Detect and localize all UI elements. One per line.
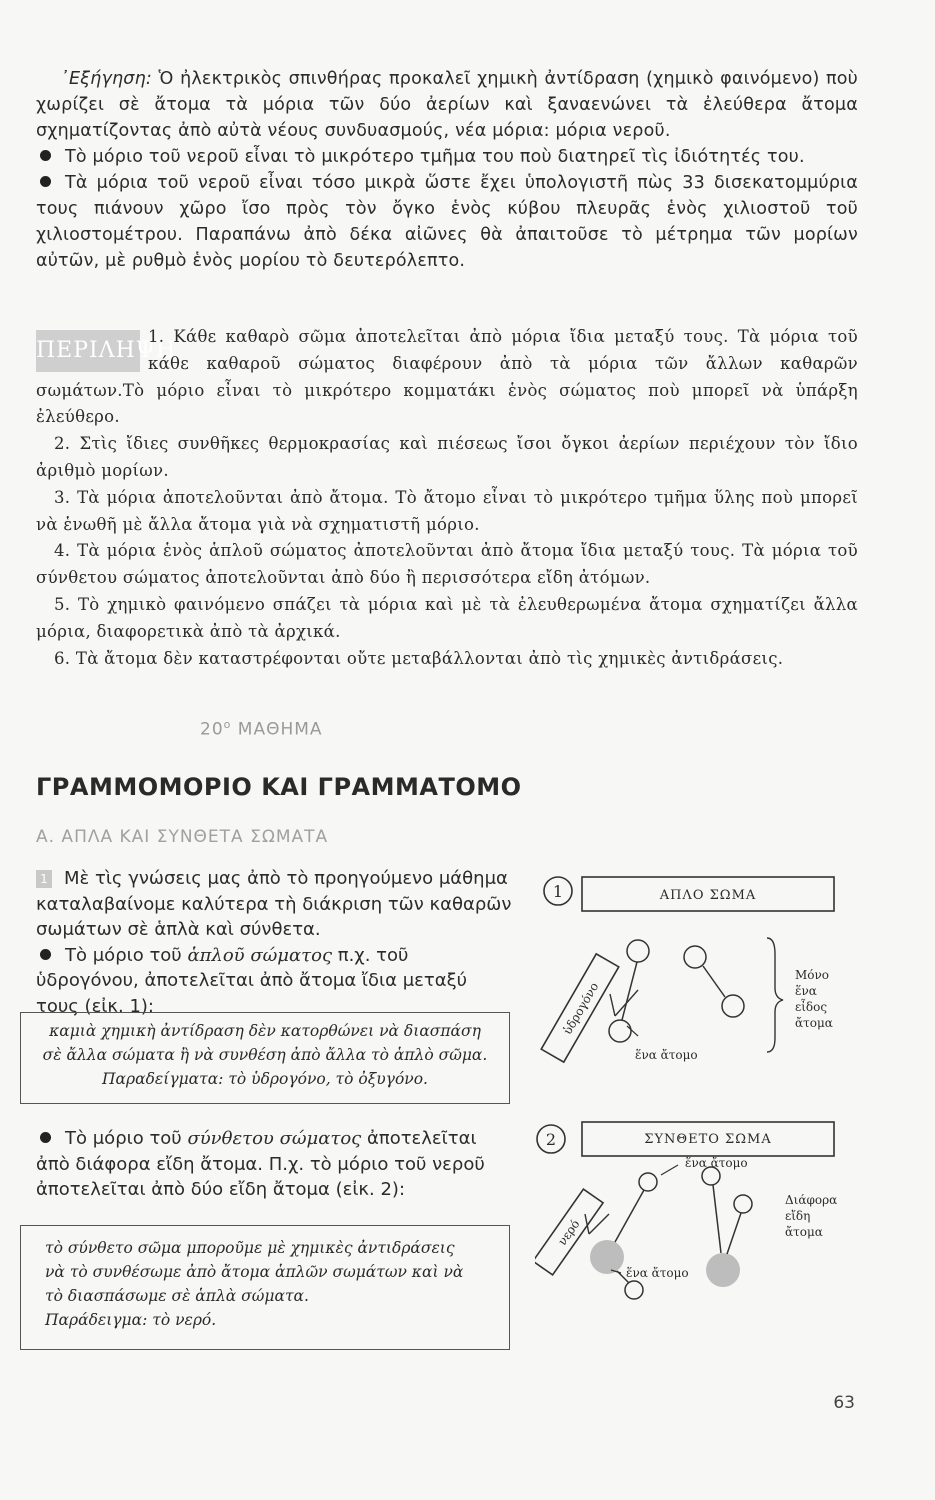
figure-2-title: ΣΥΝΘΕΤΟ ΣΩΜΑ — [644, 1132, 772, 1147]
summary-tag: ΠΕΡΙΛΗΨΗ — [36, 330, 140, 372]
figure-1-atom-3 — [684, 946, 706, 968]
figure-1-bond-1 — [622, 962, 637, 1020]
figure-2-top-atom-label: ἕνα ἄτομο — [685, 1156, 748, 1170]
figure-1-atom-label-pointer — [627, 1026, 638, 1036]
figure-1-brace — [767, 938, 783, 1052]
box-2-line-2: νὰ τὸ συνθέσωμε ἀπὸ ἄτομα ἁπλῶν σωμάτων καὶ νὰ — [45, 1263, 464, 1281]
figure-1-brace-label-3: εἶδος — [795, 1000, 828, 1014]
summary-item-5: 5. Τὸ χημικὸ φαινόμενο σπάζει τὰ μόρια καὶ μὲ τὰ ἐλευθερωμένα ἄτομα σχηματίζει ἄλλα μόρια, διαφορετικὰ ἀπὸ τὰ ἀρχικά. — [36, 594, 858, 641]
lesson-number-sup: ο — [223, 718, 232, 731]
item-number-box: 1 — [36, 870, 52, 888]
box-2-line-3: τὸ διασπάσωμε σὲ ἁπλὰ σώματα. — [45, 1287, 309, 1305]
summary-item-4: 4. Τὰ μόρια ἑνὸς ἁπλοῦ σώματος ἀποτελοῦνται ἀπὸ ἄτομα ἴδια μεταξύ τους. Τὰ μόρια τοῦ σύνθετου σώματος ἀποτελοῦνται ἀπὸ δύο ἢ περισσότερα εἴδη ἀτόμων. — [36, 541, 858, 588]
compound-body-definition-box — [20, 1225, 510, 1350]
simple-bullet-pre: Τὸ μόριο τοῦ — [65, 944, 188, 966]
figure-1-atom-1 — [627, 940, 649, 962]
figure-2-brace-label-3: ἄτομα — [785, 1225, 823, 1239]
box-1-line-1: καμιὰ χημικὴ ἀντίδραση δὲν κατορθώνει νὰ διασπάση — [49, 1022, 481, 1040]
compound-body-text — [36, 1126, 514, 1203]
page-number: 63 — [833, 1393, 855, 1413]
compound-bullet-em: σύνθετου σώματος — [187, 1128, 362, 1149]
box-2-line-1: τὸ σύνθετο σῶμα μποροῦμε μὲ χημικὲς ἀντιδράσεις — [45, 1239, 455, 1257]
compound-body-bullet — [36, 1126, 514, 1203]
figure-2-brace-label-1: Διάφορα — [785, 1193, 838, 1207]
figure-2-number: 2 — [545, 1130, 557, 1149]
simple-body-definition-box — [20, 1012, 510, 1104]
compound-bullet-pre: Τὸ μόριο τοῦ — [65, 1128, 188, 1149]
box-1-line-2: σὲ ἄλλα σώματα ἢ νὰ συνθέση ἀπὸ ἄλλα τὸ ἁπλὸ σῶμα. — [42, 1046, 488, 1064]
summary-item-3: 3. Τὰ μόρια ἀποτελοῦνται ἀπὸ ἄτομα. Τὸ ἄτομο εἶναι τὸ μικρότερο τμῆμα ὕλης ποὺ μπορεῖ νὰ ἑνωθῆ μὲ ἄλλα ἄτομα γιὰ νὰ σχηματιστῆ μόριο. — [36, 487, 858, 534]
figure-2-compound-body — [535, 1112, 855, 1312]
figure-2-small-atom-1 — [639, 1173, 657, 1191]
compound-bullet-post: ἀποτελεῖται ἀπὸ διάφορα εἴδη ἄτομα. Π.χ. τὸ μόριο τοῦ νεροῦ ἀποτελεῖται ἀπὸ δύο εἴδη ἄτομα (εἰκ. 2): — [36, 1128, 485, 1200]
figure-1-bond-2 — [703, 966, 725, 997]
figure-1-rod-label: ὑδρογόνο — [560, 980, 602, 1037]
figure-1-brace-label-1: Μόνο — [795, 968, 830, 982]
body-paragraph-1: Μὲ τὶς γνώσεις μας ἀπὸ τὸ προηγούμενο μάθημα καταλαβαίνομε καλύτερα τὴ διάκριση τῶν καθαρῶν σωμάτων σὲ ἁπλὰ καὶ σύνθετα. — [36, 868, 512, 940]
intro-section — [36, 66, 858, 274]
explanation-label: ᾿Εξήγηση: — [60, 69, 152, 89]
figure-2-bottom-atom-label: ἕνα ἄτομο — [626, 1266, 689, 1280]
figure-1-brace-label-4: ἄτομα — [795, 1016, 833, 1030]
explanation-text: Ὁ ἠλεκτρικὸς σπινθήρας προκαλεῖ χημικὴ ἀντίδραση (χημικὸ φαινόμενο) ποὺ χωρίζει σὲ ἄτομα τὰ μόρια τῶν δύο ἀερίων καὶ ξαναενώνει τὰ ἐλεύθερα ἄτομα σχηματίζοντας ἀπὸ αὐτὰ νέους συνδυασμούς, νέα μόρια: μόρια νεροῦ. — [36, 69, 859, 141]
figure-1-atom-label: ἕνα ἄτομο — [635, 1048, 698, 1062]
intro-paragraph — [36, 866, 514, 943]
figure-2-large-atom-1 — [590, 1240, 624, 1274]
figure-2-large-atom-2 — [706, 1253, 740, 1287]
simple-bullet-em: ἁπλοῦ σώματος — [187, 944, 333, 966]
figure-2-bond-4 — [727, 1213, 741, 1254]
lesson-number-value: 20 — [200, 719, 224, 740]
summary-item-1: 1. Κάθε καθαρὸ σῶμα ἀποτελεῖται ἀπὸ μόρια ἴδια μεταξύ τους. Τὰ μόρια τοῦ κάθε καθαροῦ σώματος διαφέρουν ἀπὸ τὰ μόρια τῶν ἄλλων καθαρῶν σωμάτων.Τὸ μόριο εἶναι τὸ μικρότερο κομματάκι ἑνὸς σώματος ποὺ μπορεῖ νὰ ὑπάρξη ἐλεύθερο. — [36, 327, 858, 427]
figure-2-bond-1 — [615, 1190, 644, 1242]
figure-1-brace-label-2: ἕνα — [795, 984, 817, 998]
figure-1-simple-body — [535, 868, 855, 1098]
figure-2-small-atom-2 — [625, 1281, 643, 1299]
lesson-label: ΜΑΘΗΜΑ — [237, 719, 323, 740]
figure-1-pointer-line-2 — [610, 994, 615, 1016]
section-title: Α. ΑΠΛΑ ΚΑΙ ΣΥΝΘΕΤΑ ΣΩΜΑΤΑ — [36, 827, 329, 847]
figure-1-atom-4 — [722, 995, 744, 1017]
simple-body-text — [36, 866, 514, 1019]
figure-2-top-label-pointer — [661, 1165, 678, 1175]
chapter-title: ΓΡΑΜΜΟΜΟΡΙΟ ΚΑΙ ΓΡΑΜΜΑΤΟΜΟ — [36, 773, 522, 801]
simple-bullet-post: π.χ. τοῦ ὑδρογόνου, ἀποτελεῖται ἀπὸ ἄτομα ἴδια μεταξύ τους (εἰκ. 1): — [36, 944, 468, 1017]
explanation-paragraph — [36, 66, 858, 144]
figure-1-atom-2 — [609, 1020, 631, 1042]
figure-2-rod-label: νερό — [555, 1217, 583, 1248]
figure-2-small-atom-4 — [734, 1195, 752, 1213]
intro-bullet-2: Τὰ μόρια τοῦ νεροῦ εἶναι τόσο μικρὰ ὥστε ἔχει ὑπολογιστῆ πὼς 33 δισεκατομμύρια τους πιάνουν χῶρο ἴσο πρὸς τὸν ὄγκο ἑνὸς κύβου πλευρᾶς ἑνὸς χιλιοστοῦ τοῦ χιλιοστομέτρου. Παραπάνω ἀπὸ δέκα αἰῶνες θὰ ἀπαιτοῦσε τὸ μέτρημα τῶν μορίων αὐτῶν, μὲ ρυθμὸ ἑνὸς μορίου τὸ δευτερόλεπτο. — [36, 170, 858, 274]
box-2-line-4: Παράδειγμα: τὸ νερό. — [45, 1311, 217, 1329]
figure-2-brace-label-2: εἴδη — [785, 1209, 811, 1223]
figure-2-bond-3 — [713, 1185, 721, 1253]
figure-1-title: ΑΠΛΟ ΣΩΜΑ — [659, 888, 757, 903]
summary-item-2: 2. Στὶς ἴδιες συνθῆκες θερμοκρασίας καὶ πιέσεως ἴσοι ὄγκοι ἀερίων περιέχουν τὸν ἴδιο ἀριθμὸ μορίων. — [36, 434, 858, 480]
figure-2-pointer-line-1 — [589, 1214, 609, 1234]
figure-1-number: 1 — [552, 882, 564, 901]
figure-1-rod — [541, 954, 619, 1062]
lesson-number — [200, 718, 323, 740]
simple-body-bullet — [36, 943, 514, 1020]
intro-bullet-1: Τὸ μόριο τοῦ νεροῦ εἶναι τὸ μικρότερο τμῆμα του ποὺ διατηρεῖ τὶς ἰδιότητές του. — [36, 144, 858, 170]
summary-section — [36, 324, 858, 672]
box-1-line-3: Παραδείγματα: τὸ ὑδρογόνο, τὸ ὀξυγόνο. — [102, 1070, 428, 1088]
summary-item-6: 6. Τὰ ἄτομα δὲν καταστρέφονται οὔτε μεταβάλλονται ἀπὸ τὶς χημικὲς ἀντιδράσεις. — [54, 648, 784, 668]
